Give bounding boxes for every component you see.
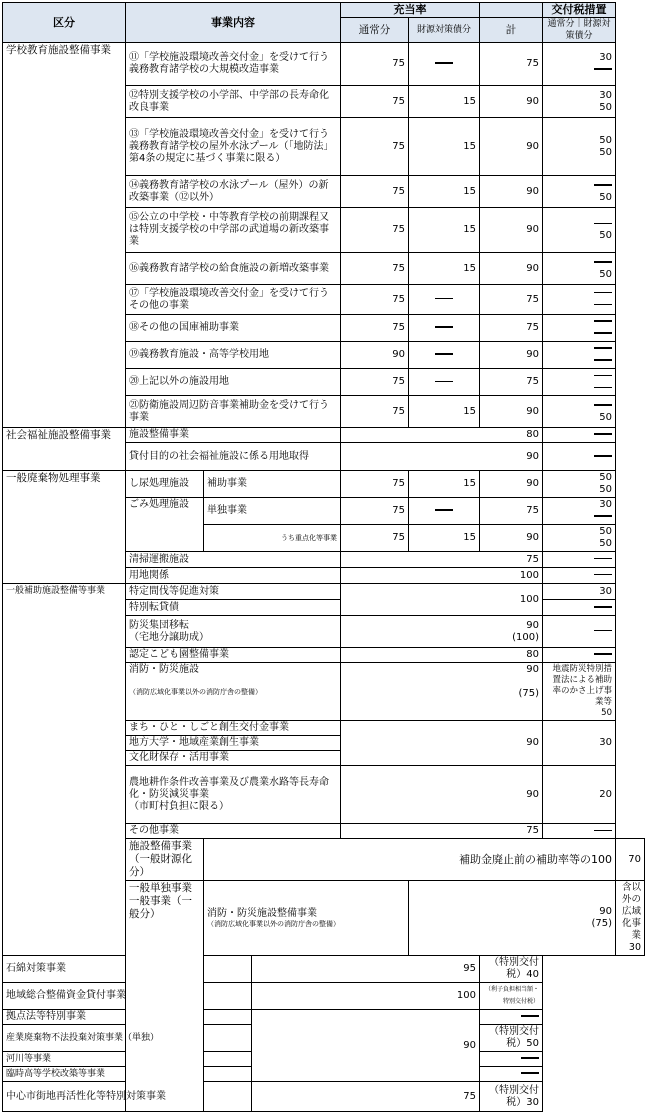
cell-kofu (543, 369, 616, 396)
cell-kofu (543, 176, 616, 208)
cell-value: 90 (526, 619, 539, 631)
table-row (3, 428, 645, 443)
note-text: （特別交付税）40 (480, 956, 543, 983)
header-kofu: 交付税措置 (543, 3, 616, 18)
category-shisetsu (126, 839, 204, 881)
cell-value: (100) (512, 631, 539, 643)
cell-value: 75 (480, 285, 543, 315)
row-desc: ⑮公立の中学校・中等教育学校の前期課程又は特別支援学校の中学部の武道場の新改築事業 (126, 208, 341, 253)
cell-value: 80 (341, 648, 543, 663)
cell-value: 20 (543, 766, 616, 824)
cell-dash (543, 824, 616, 839)
cell-value: 75 (341, 315, 409, 342)
cell-value: 75 (341, 43, 409, 86)
cell-kofu (543, 208, 616, 253)
cell-value: 100 (591, 852, 612, 866)
row-desc: うち重点化等事業 (204, 525, 341, 552)
cell-value: 75 (341, 552, 543, 568)
header-kei: 計 (480, 18, 543, 43)
cell-value: 90 (480, 396, 543, 428)
cell-value: 50 (599, 526, 612, 537)
table-row (3, 43, 645, 86)
cell-value: 50 (599, 268, 612, 280)
cell-value: 30 (599, 52, 612, 63)
cell-value: 80 (341, 428, 543, 443)
table-row (3, 983, 645, 1010)
category-line: 一般事業（一般分） (129, 895, 192, 920)
row-desc: ごみ処理施設 (126, 498, 204, 552)
cell-value: 90 (480, 471, 543, 498)
cell-dash (543, 648, 616, 663)
note-value: 50 (601, 708, 612, 718)
row-desc: ⑳上記以外の施設用地 (126, 369, 341, 396)
row-desc: 用地関係 (126, 568, 341, 584)
cell-kofu (543, 253, 616, 285)
cell-dash (409, 285, 480, 315)
cell-values (341, 663, 543, 721)
cell-dash (543, 568, 616, 584)
row-desc (126, 663, 341, 721)
cell-value: 95 (252, 956, 480, 983)
cell-value: 90 (341, 342, 409, 369)
category-ippan: 一般廃棄物処理事業 (3, 471, 126, 584)
row-desc: ⑯義務教育諸学校の給食施設の新増改築事業 (126, 253, 341, 285)
category-gakko: 学校教育施設整備事業 (3, 43, 126, 428)
row-desc: 河川等事業 (3, 1052, 252, 1067)
header-kofu-zaigen: 財源対策債分 (565, 19, 611, 41)
table-row (3, 1082, 645, 1112)
cell-value: 90 (480, 118, 543, 176)
row-desc: 清掃運搬施設 (126, 552, 341, 568)
cell-dash (543, 443, 616, 471)
header-kei-spacer (480, 3, 543, 18)
note-text: （利子負担相当額・特別交付税） (480, 983, 543, 1010)
cell-value: 75 (341, 86, 409, 118)
cell-kofu (543, 471, 616, 498)
cell-value: 75 (341, 824, 543, 839)
cell-kofu (543, 342, 616, 369)
row-desc: 施設整備事業 (126, 428, 341, 443)
cell-value: 90 (341, 721, 543, 766)
table-row (3, 956, 645, 983)
cell-value: 90 (480, 253, 543, 285)
cell-value: 90 (341, 443, 543, 471)
note-text: （特別交付税）50 (480, 1025, 543, 1052)
row-desc: ⑭義務教育諸学校の水泳プール（屋外）の新改築事業（⑫以外） (126, 176, 341, 208)
cell-dash (409, 369, 480, 396)
cell-value: (75) (518, 688, 539, 699)
cell-dash (543, 428, 616, 443)
cell-value: 90 (480, 342, 543, 369)
cell-value: 75 (480, 43, 543, 86)
category-shakai: 社会福祉施設整備事業 (3, 428, 126, 471)
cell-value: 75 (341, 118, 409, 176)
cell-dash (480, 1067, 543, 1082)
header-kubun: 区分 (3, 3, 126, 43)
cell-value: 70 (616, 839, 645, 881)
cell-value: 75 (480, 315, 543, 342)
row-desc: 石綿対策事業 (3, 956, 252, 983)
cell-value: 50 (599, 134, 612, 146)
category-line: 施設整備事業 (129, 840, 192, 852)
desc-line: （宅地分譲助成） (129, 631, 209, 643)
cell-value: 75 (252, 1082, 480, 1112)
cell-value: 30 (599, 499, 612, 510)
category-hojo: 一般補助施設整備等事業 (3, 584, 126, 956)
row-desc (204, 881, 409, 956)
cell-kofu (543, 315, 616, 342)
allocation-table (2, 2, 645, 1112)
cell-value: 90 (480, 208, 543, 253)
header-tsujo: 通常分 (341, 18, 409, 43)
cell-dash (543, 616, 616, 648)
cell-value: 15 (409, 525, 480, 552)
cell-value: 90 (341, 766, 543, 824)
cell-value: 30 (543, 584, 616, 600)
cell-value: 15 (409, 253, 480, 285)
table-row (3, 1010, 645, 1025)
table-row (3, 471, 645, 498)
note-text: 含以外の広域化事業 (621, 882, 641, 941)
cell-value: 100 (252, 983, 480, 1010)
cell-value: 50 (599, 230, 612, 241)
shisetsu-text: 補助金廃止前の補助率等の (459, 852, 591, 866)
cell-value: 50 (599, 191, 612, 203)
cell-value: 75 (341, 498, 409, 525)
cell-value: 90 (526, 664, 539, 675)
cell-value: 50 (599, 472, 612, 483)
row-desc: ⑲義務教育施設・高等学校用地 (126, 342, 341, 369)
cell-value: 75 (341, 396, 409, 428)
header-zaigen: 財源対策債分 (409, 18, 480, 43)
cell-value: 50 (599, 538, 612, 549)
cell-note (616, 881, 645, 956)
row-desc: 文化財保存・活用事業 (126, 751, 341, 766)
cell-values (409, 881, 616, 956)
cell-value: 90 (480, 525, 543, 552)
cell-value: 100 (341, 584, 543, 616)
cell-kofu (543, 498, 616, 525)
cell-dash (409, 43, 480, 86)
row-desc: 拠点法等特別事業 (3, 1010, 252, 1025)
header-kofu-tsujo: 通常分 (547, 19, 575, 29)
cell-value: 75 (341, 525, 409, 552)
cell-value: 15 (409, 396, 480, 428)
cell-value: 15 (409, 208, 480, 253)
row-desc: ⑰「学校施設環境改善交付金」を受けて行うその他の事業 (126, 285, 341, 315)
header-juto: 充当率 (341, 3, 480, 18)
cell-values (341, 616, 543, 648)
cell-value: 30 (599, 89, 612, 101)
cell-value: 50 (599, 101, 612, 113)
cell-value: 15 (409, 118, 480, 176)
desc-line: （消防広域化事業以外の消防庁舎の整備） (129, 688, 262, 696)
row-desc: 地域総合整備資金貸付事業 (3, 983, 252, 1010)
desc-line: 防災集団移転 (129, 619, 189, 631)
cell-value: 75 (341, 208, 409, 253)
row-desc: ⑫特別支援学校の小学部、中学部の長寿命化改良事業 (126, 86, 341, 118)
cell-value: 100 (341, 568, 543, 584)
cell-shisetsu (204, 839, 616, 881)
category-line: 一般単独事業 (129, 882, 192, 894)
header-jigyo: 事業内容 (126, 3, 341, 43)
desc-line: （消防広域化事業以外の消防庁舎の整備） (207, 919, 340, 928)
row-desc: ⑪「学校施設環境改善交付金」を受けて行う義務教育諸学校の大規模改造事業 (126, 43, 341, 86)
row-desc: し尿処理施設 (126, 471, 204, 498)
row-desc: その他事業 (126, 824, 341, 839)
cell-value: 15 (409, 176, 480, 208)
cell-kofu (543, 86, 616, 118)
note-text: （特別交付税）30 (480, 1082, 543, 1112)
cell-dash (480, 1010, 543, 1025)
cell-value: 75 (480, 369, 543, 396)
cell-value: 75 (341, 176, 409, 208)
cell-kofu (543, 396, 616, 428)
cell-kofu (543, 285, 616, 315)
cell-value: 50 (599, 146, 612, 158)
cell-dash (409, 315, 480, 342)
row-desc: 臨時高等学校改築等事業 (3, 1067, 252, 1082)
cell-dash (409, 342, 480, 369)
cell-value: 75 (341, 471, 409, 498)
cell-value: 15 (409, 471, 480, 498)
row-desc: 特別転貸債 (126, 600, 341, 616)
cell-note (543, 663, 616, 721)
row-desc: 中心市街地再活性化等特別対策事業 (3, 1082, 252, 1112)
row-desc: 単独事業 (204, 498, 341, 525)
row-desc: ⑬「学校施設環境改善交付金」を受けて行う義務教育諸学校の屋外水泳プール（「地防法」第4条の規定に基づく事業に限る） (126, 118, 341, 176)
cell-value: 15 (409, 86, 480, 118)
cell-value: 90 (480, 86, 543, 118)
row-desc: 特定間伐等促進対策 (126, 584, 341, 600)
cell-dash (480, 1052, 543, 1067)
header-kofu-sub: 通常分｜財源対策債分 (543, 18, 616, 43)
desc-line: 消防・防災施設整備事業 (207, 907, 317, 919)
category-line: （一般財源化分） (129, 853, 192, 878)
row-desc: 認定こども園整備事業 (126, 648, 341, 663)
cell-value: 30 (543, 721, 616, 766)
cell-value: 50 (599, 411, 612, 423)
cell-dash (543, 600, 616, 616)
row-desc (126, 616, 341, 648)
row-desc (126, 766, 341, 824)
row-desc: ⑱その他の国庫補助事業 (126, 315, 341, 342)
row-desc: ㉑防衛施設周辺防音事業補助金を受けて行う事業 (126, 396, 341, 428)
note-value: 30 (628, 942, 641, 953)
row-desc: 貸付目的の社会福祉施設に係る用地取得 (126, 443, 341, 471)
desc-line: 消防・防災施設 (129, 664, 199, 675)
cell-kofu (543, 118, 616, 176)
desc-line: 農地耕作条件改善事業及び農業水路等長寿命化・防災減災事業 (129, 776, 329, 800)
row-desc: 産業廃棄物不法投棄対策事業（単独） (3, 1025, 252, 1052)
table-row (3, 584, 645, 600)
cell-value: (75) (591, 918, 612, 929)
row-desc: 地方大学・地域産業創生事業 (126, 736, 341, 751)
cell-value: 75 (480, 498, 543, 525)
desc-line: （市町村負担に限る） (129, 800, 229, 812)
cell-dash (543, 552, 616, 568)
cell-kofu (543, 43, 616, 86)
cell-value: 90 (599, 906, 612, 917)
cell-value: 90 (480, 176, 543, 208)
cell-value: 75 (341, 253, 409, 285)
cell-value: 75 (341, 369, 409, 396)
cell-value: 50 (599, 484, 612, 495)
cell-kofu (543, 525, 616, 552)
cell-value: 75 (341, 285, 409, 315)
row-desc: 補助事業 (204, 471, 341, 498)
row-desc: まち・ひと・しごと創生交付金事業 (126, 721, 341, 736)
cell-value: 90 (252, 1010, 480, 1082)
cell-dash (409, 498, 480, 525)
note-text: 地震防災特別措置法による補助率のかさ上げ事業等 (552, 664, 612, 707)
